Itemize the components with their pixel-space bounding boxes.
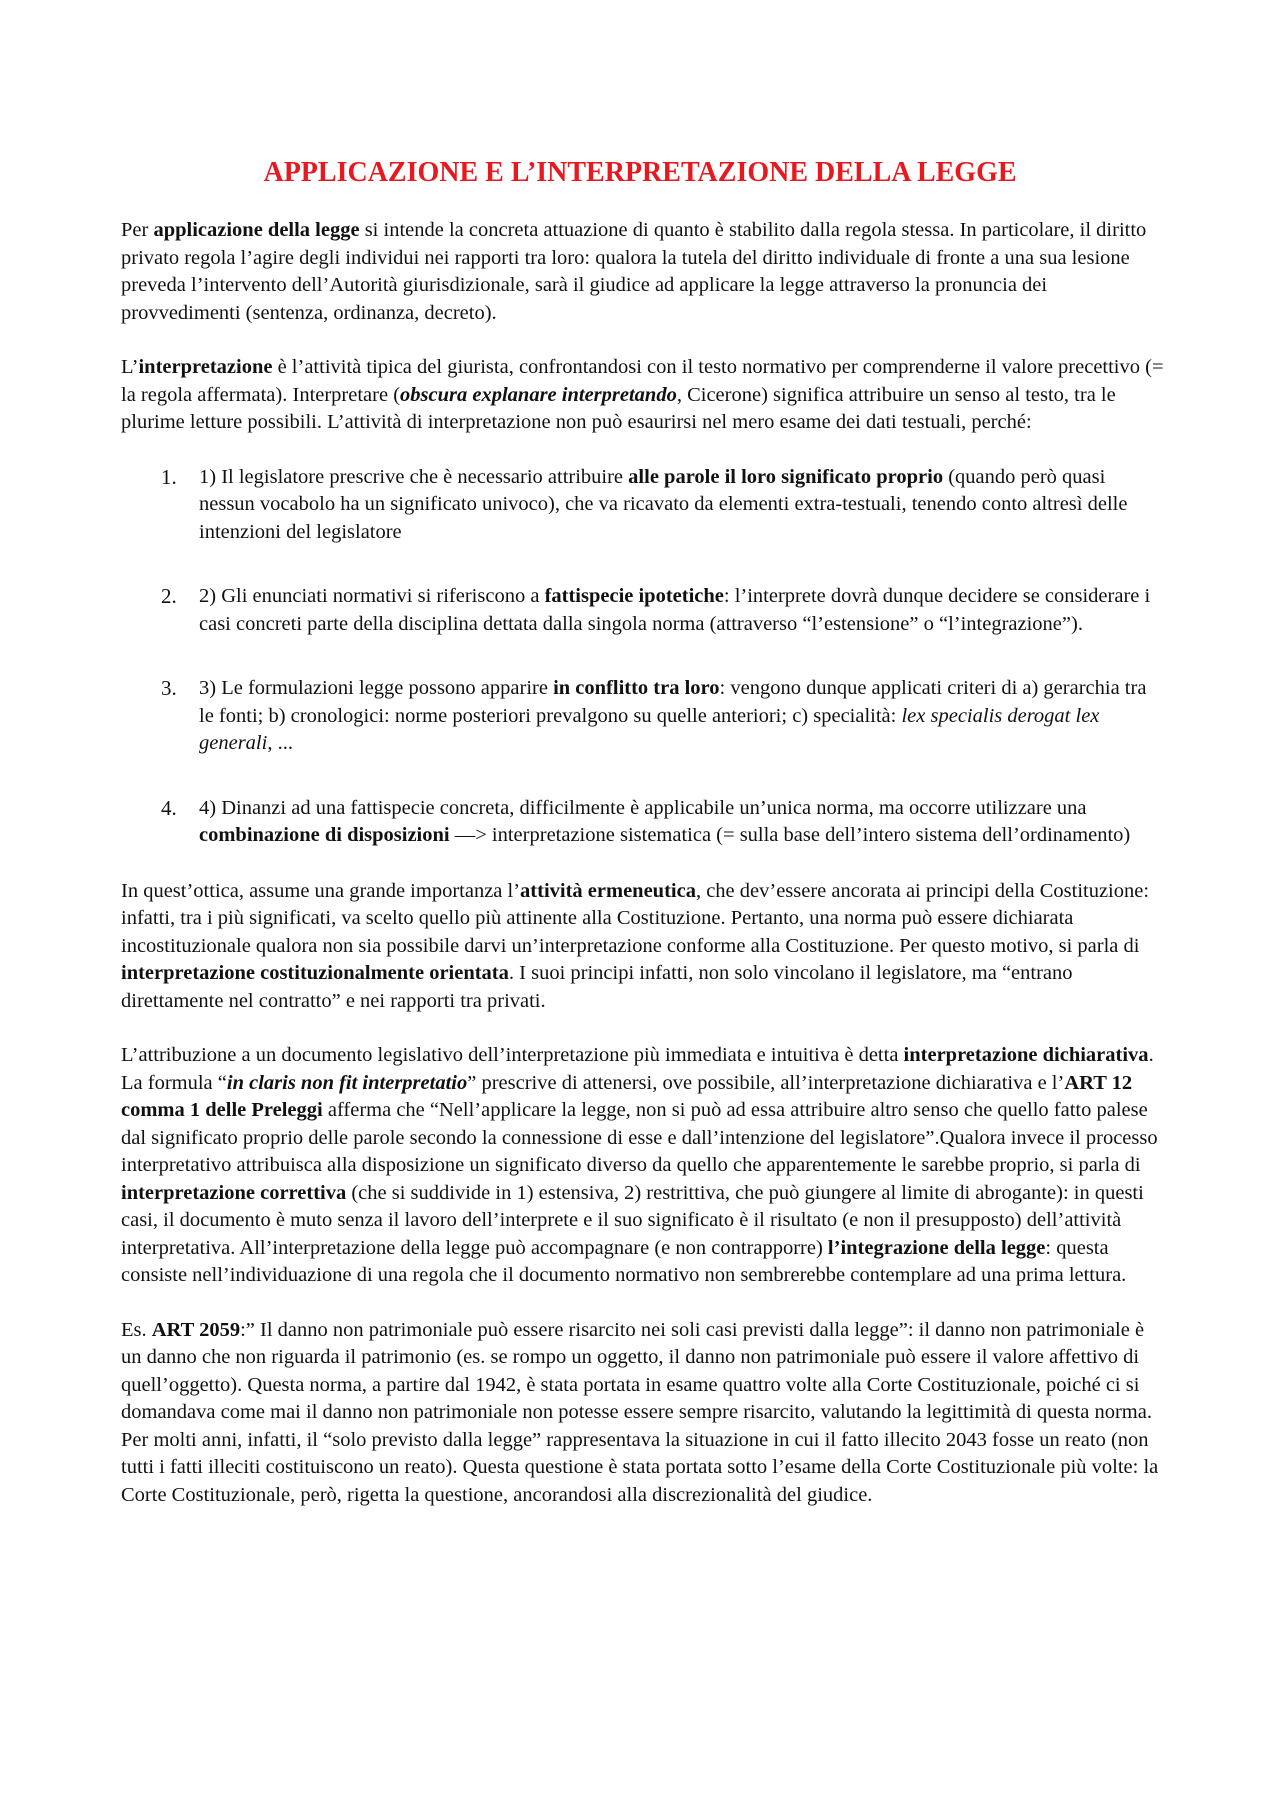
paragraph-ermeneutica: [121, 878, 1166, 1016]
bold-term: combinazione di disposizioni: [199, 824, 450, 846]
text-run: :” Il danno non patrimoniale può essere risarcito nei soli casi previsti dalla legge”: il danno non patrimoniale è un danno che non riguarda il patrimonio (es. se rompo un oggetto, il danno non patrimoniale può essere il valore affettivo di quell’oggetto). Questa norma, a partire dal 1942, è stata portata in esame quattro volte alla Corte Costituzionale, poiché ci si domandava come mai il danno non patrimoniale non potesse essere sempre risarcito, valutando la legittimità di questa norma. Per molti anni, infatti, il “solo previsto dalla legge” rappresentava la situazione in cui il fatto illecito 2043 fosse un reato (non tutti i fatti illeciti costituiscono un reato). Questa questione è stata portata sotto l’esame della Corte Costituzionale più volte: la Corte Costituzionale, però, rigetta la questione, ancorandosi alla discrezionalità del giudice.: [121, 1318, 1159, 1506]
list-number: 1.: [161, 464, 177, 489]
bold-term: ART 2059: [151, 1318, 241, 1341]
paragraph-dichiarativa: [121, 1042, 1166, 1290]
document-body: [121, 217, 1166, 1536]
text-run: . I suoi principi infatti, non solo vincolano il legislatore, ma “entrano direttamente nel contratto” e nei rapporti tra privati.: [121, 962, 1073, 1012]
text-run: 2) Gli enunciati normativi si riferiscono a: [199, 585, 545, 607]
bold-term: interpretazione dichiarativa: [903, 1044, 1149, 1066]
text-run: ” prescrive di attenersi, ove possibile, all’interpretazione dichiarativa e l’: [467, 1071, 1065, 1094]
bold-term: interpretazione costituzionalmente orientata: [121, 962, 509, 984]
text-run: 1) Il legislatore prescrive che è necessario attribuire: [199, 465, 629, 488]
bold-term: alle parole il loro significato proprio: [628, 465, 944, 488]
paragraph-art-2059: [121, 1317, 1166, 1510]
bold-term: in conflitto tra loro: [553, 677, 720, 699]
latin-quote: obscura explanare interpretando: [400, 383, 677, 406]
text-run: afferma che “Nell’applicare la legge, non si può ad essa attribuire altro senso che quello fatto palese dal significato proprio delle parole secondo la connessione di esse e dall’intenzione del legislatore”.Qualora invece il processo interpretativo attribuisca alla disposizione un significato diverso da quello che apparentemente le sarebbe proprio, si parla di: [121, 1099, 1158, 1176]
text-run: , Cicerone) significa attribuire un senso al testo, tra le plurime letture possibili. L’attività di interpretazione non può esaurirsi nel mero esame dei dati testuali, perché:: [121, 383, 1116, 433]
text-run: , ...: [267, 732, 293, 754]
bold-term: interpretazione correttiva: [121, 1181, 347, 1204]
text-run: (che si suddivide in 1) estensiva, 2) restrittiva, che può giungere al limite di abrogante): in questi casi, il documento è muto senza il lavoro dell’interprete e il suo significato è il risultato (e non il presupposto) dell’attività interpretativa. All’interpretazione della legge può accompagnare (e non contrapporre): [121, 1181, 1144, 1259]
list-number: 4.: [161, 795, 177, 820]
text-run: Es.: [121, 1318, 152, 1341]
list-item: [121, 675, 1166, 758]
list-item: [121, 583, 1166, 638]
list-item: [121, 464, 1166, 547]
bold-term: fattispecie ipotetiche: [544, 585, 724, 607]
text-run: Per: [121, 219, 154, 241]
text-run: L’attribuzione a un documento legislativo dell’interpretazione più immediata e intuitiva è detta: [121, 1044, 904, 1066]
bold-term: attività ermeneutica: [520, 879, 696, 902]
list-number: 2.: [161, 584, 177, 608]
text-run: . La formula “: [121, 1044, 1154, 1094]
latin-quote: lex specialis derogat lex generali: [199, 704, 1100, 754]
bold-term: applicazione della legge: [153, 219, 360, 241]
list-number: 3.: [161, 676, 177, 700]
text-run: : l’interprete dovrà dunque decidere se considerare i casi concreti parte della disciplina dettata dalla singola norma (attraverso “l’estensione” o “l’integrazione”).: [199, 585, 1151, 635]
paragraph-applicazione: [121, 217, 1166, 327]
text-run: è l’attività tipica del giurista, confrontandosi con il testo normativo per comprenderne il valore precettivo (= la regola affermata). Interpretare (: [121, 356, 1164, 406]
text-run: 3) Le formulazioni legge possono apparire: [199, 677, 554, 699]
text-run: L’: [121, 356, 139, 378]
text-run: , che dev’essere ancorata ai principi della Costituzione: infatti, tra i più significati, va scelto quello più attinente alla Costituzione. Pertanto, una norma può essere dichiarata incostituzionale qualora non sia possibile darvi un’interpretazione conforme alla Costituzione. Per questo motivo, si parla di: [121, 879, 1150, 957]
text-run: : vengono dunque applicati criteri di a) gerarchia tra le fonti; b) cronologici: norme posteriori prevalgono su quelle anteriori; c) specialità:: [199, 677, 1147, 727]
bold-term: l’integrazione della legge: [827, 1236, 1046, 1259]
bold-term: interpretazione: [138, 356, 273, 378]
text-run: 4) Dinanzi ad una fattispecie concreta, difficilmente è applicabile un’unica norma, ma occorre utilizzare una: [199, 796, 1087, 819]
list-item: [121, 795, 1166, 850]
numbered-list: [121, 464, 1166, 850]
document-title: APPLICAZIONE E L’INTERPRETAZIONE DELLA LEGGE: [263, 157, 1017, 188]
text-run: si intende la concreta attuazione di quanto è stabilito dalla regola stessa. In particolare, il diritto privato regola l’agire degli individui nei rapporti tra loro: qualora la tutela del diritto individuale di fronte a una sua lesione preveda l’intervento dell’Autorità giurisdizionale, sarà il giudice ad applicare la legge attraverso la pronuncia dei provvedimenti (sentenza, ordinanza, decreto).: [121, 219, 1147, 324]
text-run: In quest’ottica, assume una grande importanza l’: [121, 879, 521, 902]
text-run: : questa consiste nell’individuazione di una regola che il documento normativo non sembrerebbe contemplare ad una prima lettura.: [121, 1236, 1127, 1286]
text-run: —> interpretazione sistematica (= sulla base dell’intero sistema dell’ordinamento): [449, 824, 1131, 846]
text-run: (quando però quasi nessun vocabolo ha un significato univoco), che va ricavato da elementi extra-testuali, tenendo conto altresì delle intenzioni del legislatore: [199, 465, 1128, 543]
latin-quote: in claris non fit interpretatio: [226, 1071, 468, 1094]
bold-term: ART 12 comma 1 delle Preleggi: [121, 1071, 1133, 1121]
paragraph-interpretazione: [121, 354, 1166, 437]
